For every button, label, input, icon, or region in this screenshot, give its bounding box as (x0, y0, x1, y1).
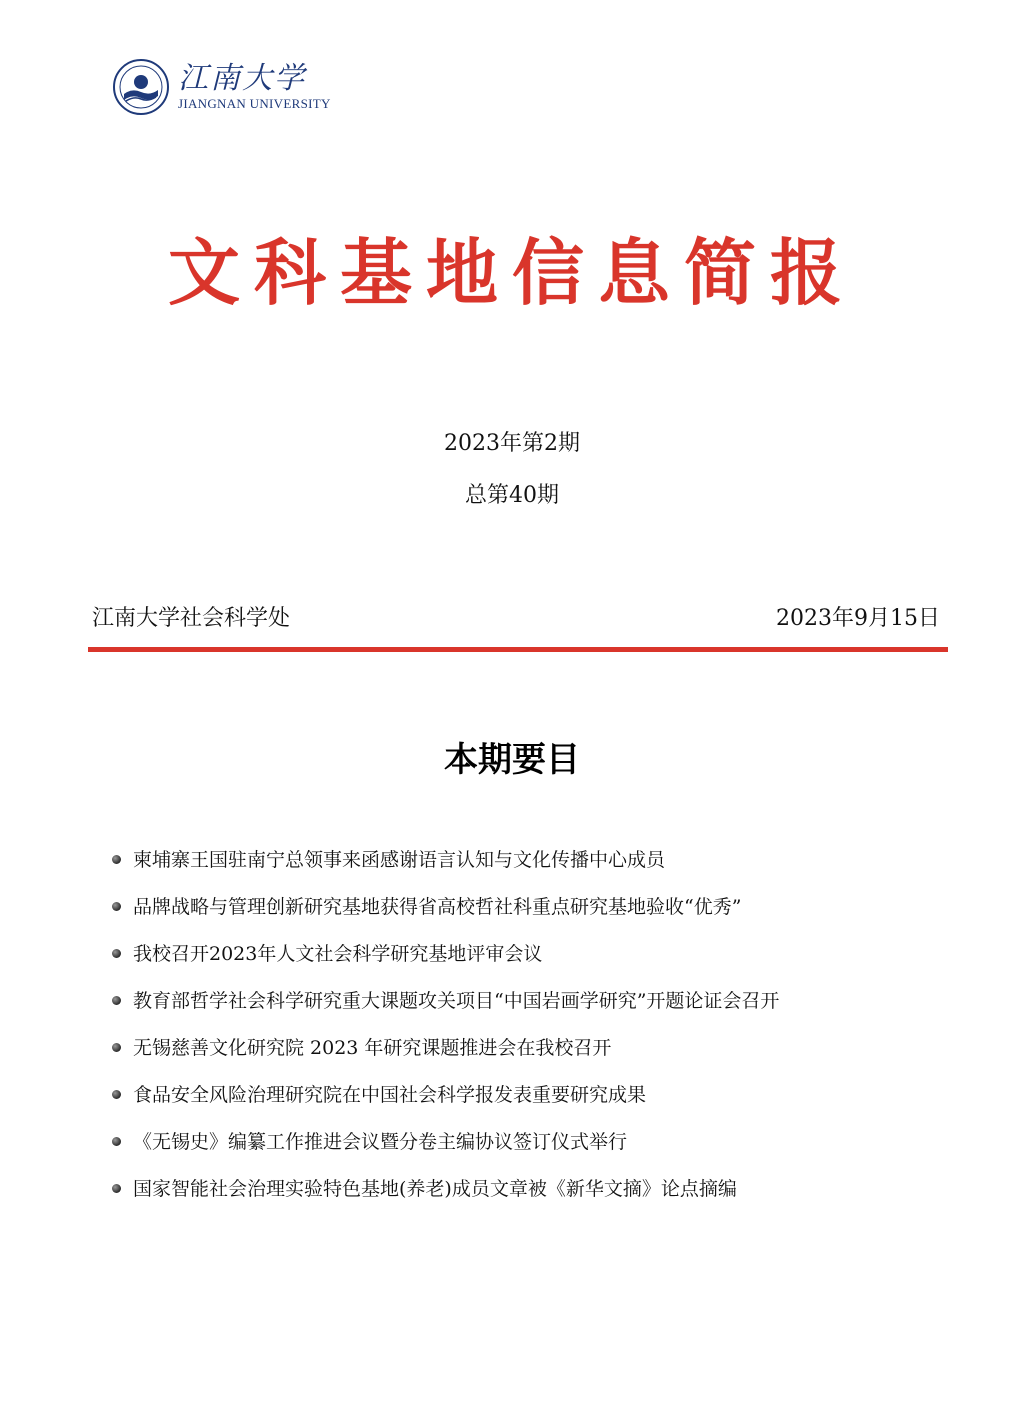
publisher-row (92, 604, 940, 634)
toc-item (112, 930, 972, 977)
total-issue-number: 总第40期 (465, 483, 559, 508)
toc-list (112, 836, 972, 1212)
bullet-dot-icon (112, 1090, 121, 1099)
publish-date: 2023年9月15日 (776, 606, 940, 631)
toc-item (112, 883, 972, 930)
university-logo (112, 58, 331, 116)
toc-item-text: 我校召开2023年人文社会科学研究基地评审会议 (133, 942, 543, 965)
toc-item-text: 品牌战略与管理创新研究基地获得省高校哲社科重点研究基地验收“优秀” (133, 895, 742, 918)
toc-item-text: 国家智能社会治理实验特色基地(养老)成员文章被《新华文摘》论点摘编 (133, 1177, 737, 1200)
red-divider (88, 647, 948, 652)
toc-item-text: 柬埔寨王国驻南宁总领事来函感谢语言认知与文化传播中心成员 (133, 848, 666, 871)
bullet-dot-icon (112, 949, 121, 958)
logo-chinese-name: 江南大学 (178, 61, 306, 96)
toc-item (112, 977, 972, 1024)
toc-item (112, 1118, 972, 1165)
bullet-dot-icon (112, 902, 121, 911)
toc-heading: 本期要目 (444, 740, 580, 780)
toc-item (112, 1071, 972, 1118)
toc-item-text: 无锡慈善文化研究院 2023 年研究课题推进会在我校召开 (133, 1036, 612, 1059)
logo-english-name: JIANGNAN UNIVERSITY (178, 96, 331, 111)
toc-item (112, 1165, 972, 1212)
bullet-dot-icon (112, 1184, 121, 1193)
toc-item-text: 《无锡史》编纂工作推进会议暨分卷主编协议签订仪式举行 (133, 1130, 628, 1153)
bullet-dot-icon (112, 855, 121, 864)
bullet-dot-icon (112, 1043, 121, 1052)
bullet-dot-icon (112, 996, 121, 1005)
bulletin-title: 文科基地信息简报 (167, 230, 856, 315)
toc-item-text: 食品安全风险治理研究院在中国社会科学报发表重要研究成果 (133, 1083, 647, 1106)
toc-item-text: 教育部哲学社会科学研究重大课题攻关项目“中国岩画学研究”开题论证会召开 (133, 989, 780, 1012)
issue-number: 2023年第2期 (444, 431, 580, 456)
toc-item (112, 1024, 972, 1071)
toc-item (112, 836, 972, 883)
bullet-dot-icon (112, 1137, 121, 1146)
publisher-org: 江南大学社会科学处 (92, 606, 291, 631)
university-seal-icon (112, 58, 170, 116)
